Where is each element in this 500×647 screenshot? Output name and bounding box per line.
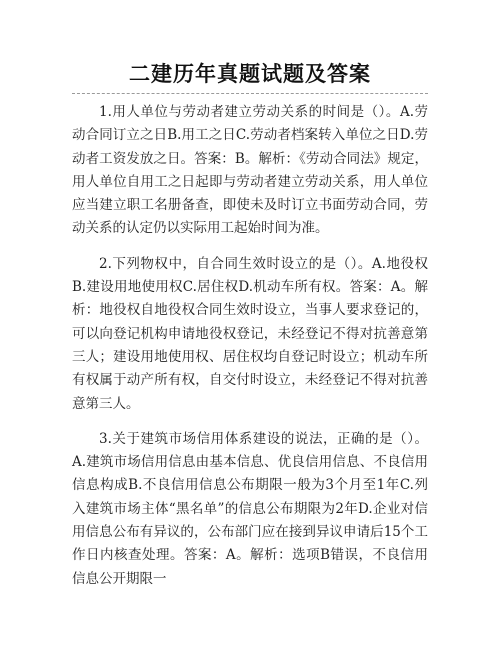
question-3-paragraph: 3.关于建筑市场信用体系建设的说法，正确的是（）。A.建筑市场信用信息由基本信息、优良信用信息、不良信用信息构成B.不良信用信息公布期限一般为3个月至1年C.列入建筑市场主体“黑名单”的信息公布期限为2年D.企业对信用信息公布有异议的，公布部门应在接到异议申请后15个工作日内核查处理。答案：A。解析：选项B错误，不良信用信息公开期限一 (72, 430, 428, 587)
question-2-paragraph: 2.下列物权中，自合同生效时设立的是（）。A.地役权B.建设用地使用权C.居住权D.机动车所有权。答案：A。解析：地役权自地役权合同生效时设立，当事人要求登记的，可以向登记机构申请地役权登记，未经登记不得对抗善意第三人；建设用地使用权、居住权均自登记时设立；机动车所有权属于动产所有权，自交付时设立，未经登记不得对抗善意第三人。 (72, 255, 428, 412)
title-divider (72, 93, 428, 94)
document-body (72, 101, 428, 603)
question-1-paragraph: 1.用人单位与劳动者建立劳动关系的时间是（）。A.劳动合同订立之日B.用工之日C.劳动者档案转入单位之日D.劳动者工资发放之日。答案：B。解析：《劳动合同法》规定，用人单位自用工之日起即与劳动者建立劳动关系，用人单位应当建立职工名册备查，即使未及时订立书面劳动合同，劳动关系的认定仍以实际用工起始时间为准。 (72, 104, 428, 237)
document-title: 二建历年真题试题及答案 (129, 62, 371, 86)
